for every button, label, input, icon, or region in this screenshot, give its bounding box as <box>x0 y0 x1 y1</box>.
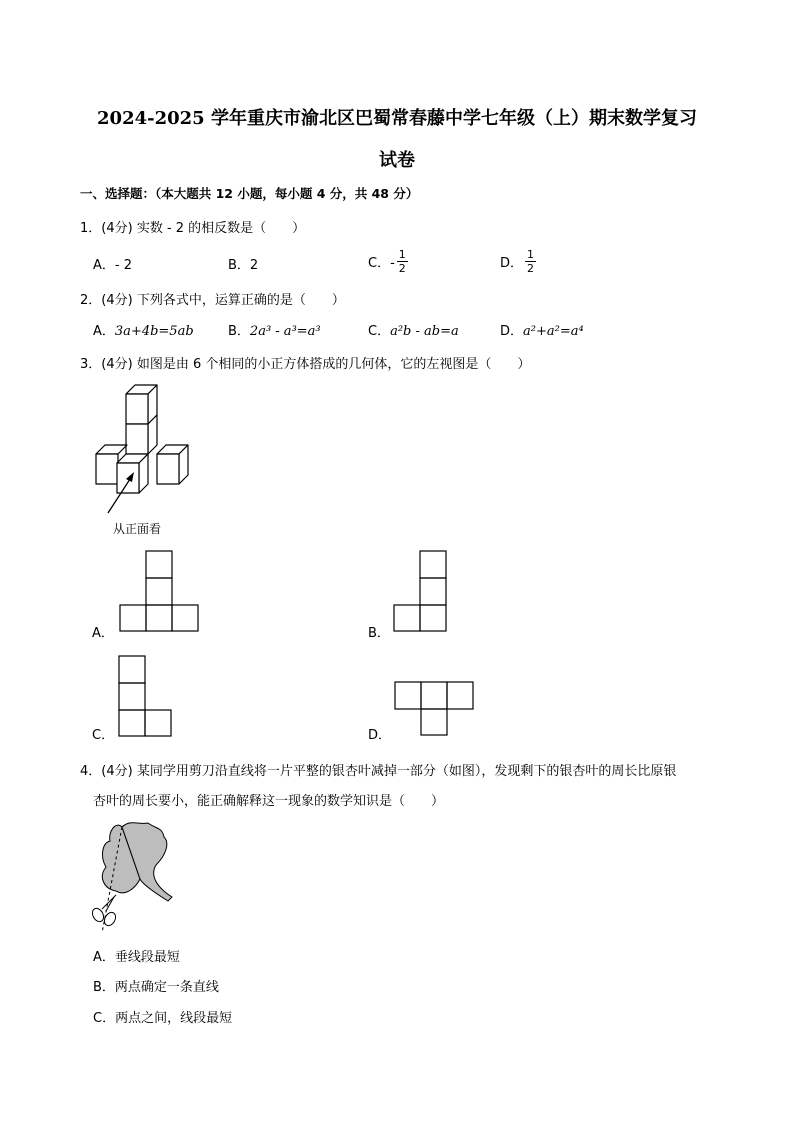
fraction-denominator: 2 <box>527 261 535 275</box>
section-heading: 一、选择题：（本大题共 12 小题，每小题 4 分，共 48 分） <box>80 186 419 201</box>
question-4-stem-line1: 4．(4分) 某同学用剪刀沿直线将一片平整的银杏叶减掉一部分（如图），发现剩下的银杏叶的周长比原银 <box>80 764 677 779</box>
q1-option-a: A．- 2 <box>93 258 132 273</box>
q4-option-b: B．两点确定一条直线 <box>93 980 219 995</box>
cube-front-face <box>157 454 179 484</box>
fraction-numerator: 1 <box>398 247 406 261</box>
fraction-denominator: 2 <box>398 261 406 275</box>
question-4-stem-line2: 杏叶的周长要小，能正确解释这一现象的数学知识是（ ） <box>93 794 445 809</box>
q3-option-d: D． <box>368 728 392 743</box>
q2-option-a-expr: 3a+4b=5ab <box>114 324 194 339</box>
question-3-stem: 3．(4分) 如图是由 6 个相同的小正方体搭成的几何体，它的左视图是（ ） <box>80 357 531 372</box>
q4-option-a: A．垂线段最短 <box>93 950 180 965</box>
q1-option-b: B．2 <box>228 258 259 273</box>
q3-option-a-figure <box>119 550 201 632</box>
q2-option-d <box>500 320 584 339</box>
q2-option-c-expr: a²b - ab=a <box>390 324 459 339</box>
cube-front-face <box>126 424 148 454</box>
cube-front-face <box>96 454 118 484</box>
q2-option-d-label: D． <box>500 324 524 339</box>
q1-option-c <box>368 244 408 278</box>
q4-option-c: C．两点之间，线段最短 <box>93 1011 233 1026</box>
q3-option-b-figure <box>393 550 449 632</box>
cube-assembly-figure <box>90 388 215 518</box>
q2-option-b-label: B． <box>228 324 250 339</box>
q3-option-d-figure <box>394 681 476 737</box>
q3-option-a: A． <box>92 626 114 641</box>
q1-option-d-fraction <box>525 248 536 275</box>
q2-option-b-expr: 2a³ - a³=a³ <box>249 324 321 339</box>
q2-option-d-expr: a²+a²=a⁴ <box>523 324 584 339</box>
view-direction-caption: 从正面看 <box>113 522 162 536</box>
q2-option-c-label: C． <box>368 324 391 339</box>
q3-option-c: C． <box>92 728 115 743</box>
q3-option-c-figure <box>118 655 174 737</box>
question-1-stem: 1．(4分) 实数 - 2 的相反数是（ ） <box>80 221 306 236</box>
ginkgo-leaf-figure <box>92 815 182 935</box>
q1-option-d <box>500 244 536 278</box>
q3-option-b: B． <box>368 626 390 641</box>
question-2-stem: 2．(4分) 下列各式中，运算正确的是（ ） <box>80 293 345 308</box>
page-title-continued: 试卷 <box>379 150 415 171</box>
cube-front-face <box>126 394 148 424</box>
q2-option-a <box>93 320 194 339</box>
q1-option-c-fraction <box>397 248 408 275</box>
q1-option-d-label: D． <box>500 255 524 271</box>
q1-option-c-label: C．- <box>368 255 395 271</box>
q2-option-b <box>228 320 321 339</box>
q2-option-a-label: A． <box>93 324 115 339</box>
q2-option-c <box>368 320 459 339</box>
cube-top-face <box>96 445 127 454</box>
fraction-numerator: 1 <box>527 247 535 261</box>
page-title: 2024-2025 学年重庆市渝北区巴蜀常春藤中学七年级（上）期末数学复习 <box>97 108 697 129</box>
